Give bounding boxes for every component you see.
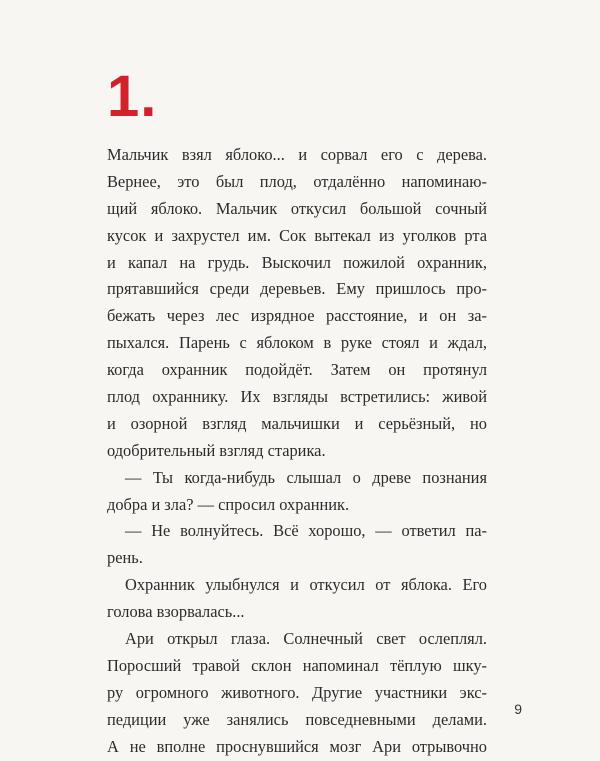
body-text: [107, 142, 487, 760]
text-line: педиции уже занялись повседневными делами.: [107, 709, 487, 729]
text-line: — Ты когда-нибудь слышал о древе познания: [125, 467, 487, 487]
text-line: и озорной взгляд мальчишки и серьёзный, но: [107, 413, 487, 433]
text-line: и капал на грудь. Выскочил пожилой охранник,: [107, 252, 487, 272]
chapter-number: 1.: [107, 64, 158, 129]
text-line: Поросший травой склон напоминал тёплую шку-: [107, 655, 487, 675]
text-line: Вернее, это был плод, отдалённо напоминаю-: [107, 171, 487, 191]
text-line: бежать через лес изрядное расстояние, и он за-: [107, 306, 487, 326]
text-line: рень.: [107, 548, 143, 568]
text-line: прятавшийся среди деревьев. Ему пришлось про-: [107, 279, 487, 299]
text-line: когда охранник подойдёт. Затем он протянул: [107, 360, 487, 380]
text-line: щий яблоко. Мальчик откусил большой сочный: [107, 198, 487, 218]
text-line: голова взорвалась...: [107, 602, 245, 622]
text-line: пыхался. Парень с яблоком в руке стоял и ждал,: [107, 333, 487, 353]
text-line: добра и зла? — спросил охранник.: [107, 494, 350, 514]
page-number: 9: [514, 701, 522, 717]
text-line: А не вполне проснувшийся мозг Ари отрывочно: [107, 736, 487, 756]
text-line: одобрительный взгляд старика.: [107, 440, 326, 460]
text-line: — Не волнуйтесь. Всё хорошо, — ответил па-: [125, 521, 487, 541]
text-line: плод охраннику. Их взгляды встретились: живой: [107, 387, 487, 407]
text-line: Мальчик взял яблоко... и сорвал его с дерева.: [107, 145, 487, 164]
text-line: Ари открыл глаза. Солнечный свет ослеплял.: [125, 629, 487, 649]
text-line: ру огромного животного. Другие участники экс-: [107, 682, 487, 702]
text-line: Охранник улыбнулся и откусил от яблока. Его: [125, 575, 487, 595]
text-line: кусок и захрустел им. Сок вытекал из уголков рта: [107, 225, 487, 245]
